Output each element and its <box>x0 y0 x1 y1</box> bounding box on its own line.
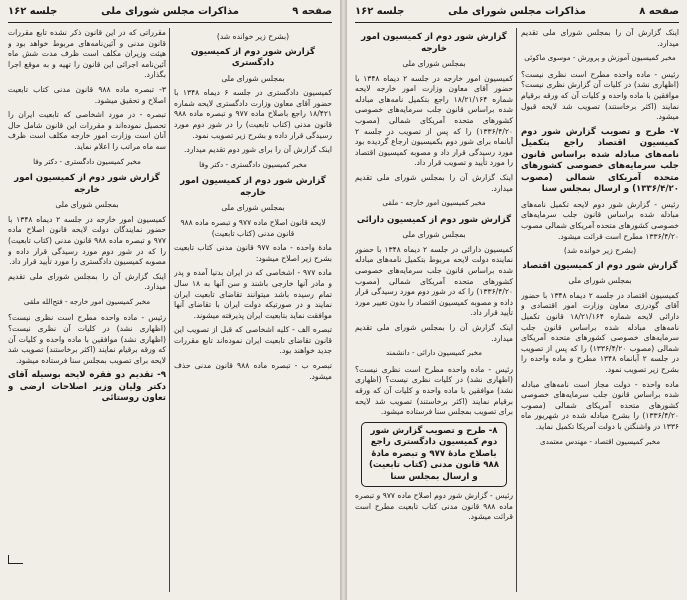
report-addressee: بمجلس شورای ملی <box>402 59 466 68</box>
report-addressee: بمجلس شورای ملی <box>221 73 285 83</box>
reading-note: (بشرح زیر خوانده شد) <box>216 32 290 41</box>
report-heading: گزارش شور دوم از کمیسیون امور خارجه <box>361 32 507 54</box>
report-addressee: بمجلس شورای ملی <box>568 276 632 286</box>
text-column-right <box>174 28 332 596</box>
paragraph: کمیسیون دارائی در جلسه ۲ دیماه ۱۳۴۸ با حضور نماینده دولت لایحه مربوط بتکمیل نامه‌های مبادله شده براساس قانون جلب سرمایه‌های خصوصی کشورهای متحده آمریکای شمالی (مصوب ۱۳۳۶/۴/۲۰) را که در شور دوم مورد رسیدگی قرار داده و مصوبه کمیسیون اقتصاد را بدون تغییر مورد تأیید قرار داد. <box>355 244 513 318</box>
paragraph: اینک گزارش آن را برای شور دوم تقدیم میدارد. <box>183 145 332 155</box>
page-number: صفحه ۹ <box>292 6 332 17</box>
signature: مخبر کمیسیون امور خارجه - فتح‌الله ملقی <box>23 296 151 306</box>
report-heading: گزارش شور دوم از کمیسیون امور خارجه <box>14 173 160 195</box>
text-column-right <box>521 28 679 596</box>
signature: مخبر کمیسیون دارائی - دانشمند <box>385 348 483 358</box>
paragraph: مادهٔ واحده - ماده ۹۷۷ قانون مدنی کتاب تابعیت بشرح زیر اصلاح میشود: <box>174 243 332 263</box>
crop-mark <box>8 555 23 564</box>
paragraph: رئیس - ماده واحده مطرح است نظری نیست؟ (اظهاری نشد) در کلیات آن گزارش نظری نیست؟ موافقین با ماده واحده و کلیات آن که ورقه برقیام نمایند (اکثر برخاستند) تصویب شد لایحه قبول میشود. <box>521 69 679 122</box>
paragraph: رئیس - ماده واحده مطرح است نظری نیست؟ (اظهاری نشد) در کلیات آن نظری نیست؟ (اظهاری نشد) موافقین با ماده واحده و کلیات آن که ورقه برقیام نمایند (اکثر برخاستند) تصویب شد لایحه برای تصویب بمجلس سنا فرستاده میشود. <box>8 313 166 365</box>
paragraph: ۳- تبصره ماده ۹۸۸ قانون مدنی کتاب تابعیت اصلاح و تحقیق میشود. <box>8 84 166 105</box>
paragraph: رئیس - گزارش شور دوم اصلاح ماده ۹۷۷ و تبصره ماده ۹۸۸ قانون مدنی کتاب تابعیت مطرح است قرائت میشود. <box>355 491 513 522</box>
page-number: صفحه ۸ <box>639 6 679 17</box>
report-addressee: بمجلس شورای ملی <box>221 203 285 213</box>
session-label: جلسه ۱۶۲ <box>8 6 58 17</box>
paragraph: کمیسیون اقتصاد در جلسه ۲ دیماه ۱۳۴۸ با حضور آقای گودرزی معاون وزارت امور اقتصادی و دارائی لایحه شماره ۱۸/۲۱/۱۶۴ قانون تکمیل نامه‌های مبادله شده براساس قانون جلب سرمایه‌های خصوصی کشورهای متحده آمریکای شمالی (مصوب ۱۳۳۶/۴/۲۰) را که پس از تصویب در جلسه ۲ آبانماه ۱۳۴۸ مطرح و ماده واحده را بشرح زیر تصویب نمود. <box>521 290 679 374</box>
section-heading: ۹- تقدیم دو فقره لایحه بوسیله آقای دکتر ولیان وزیر اصلاحات ارضی و تعاون روستائی <box>8 370 166 404</box>
reading-note: (بشرح زیر خوانده شد) <box>563 246 637 256</box>
paragraph: کمیسیون امور خارجه در جلسه ۲ دیماه ۱۳۴۸ با حضور آقای معاون وزارت امور خارجه لایحه شماره ۱۸/۲۱/۱۶۴ راجع بتکمیل نامه‌های مبادله شده براساس قانون جلب سرمایه‌های خصوصی کشورهای متحده آمریکای شمالی (مصوب ۱۳۳۶/۴/۲۰) را که پس از تصویب در جلسه ۲ آبانماه برای شور دوم بکمیسیون ارجاع گردیده بود مورد رسیدگی قرار داد و مصوبه کمیسیون اقتصاد را مورد تأیید و تصویب قرار داد. <box>355 73 513 168</box>
section-heading: ۷- طرح و تصویب گزارش شور دوم کمیسیون اقتصاد راجع بتکمیل نامه‌های مبادله شده براساس قانون جلب سرمایه‌های خصوصی کشورهای متحده آمریکای شمالی (مصوب ۱۳۳۶/۴/۲۰) و ارسال بمجلس سنا <box>521 126 679 195</box>
paragraph: کمیسیون دادگستری در جلسه ۶ دیماه ۱۳۴۸ با حضور آقای معاون وزارت دادگستری لایحه شماره ۱۸/۴۲۱ راجع باصلاح ماده ۹۷۷ و تبصره ماده ۹۸۸ قانون مدنی (کتاب تابعیت) را در شور دوم مورد رسیدگی قرار داده و بشرح زیر تصویب نمود. <box>174 88 332 140</box>
report-heading: گزارش شور دوم از کمیسیون دادگستری <box>190 46 316 69</box>
report-heading: گزارش شور دوم از کمیسیون دارائی <box>356 214 512 225</box>
report-heading: گزارش شور دوم از کمیسیون امور خارجه <box>180 176 326 198</box>
column-divider <box>516 28 517 592</box>
text-column-left <box>8 28 166 596</box>
right-page <box>347 0 687 600</box>
signature: مخبر کمیسیون امور خارجه - ملقی <box>382 198 486 208</box>
paragraph: رئیس - گزارش شور دوم لایحه تکمیل نامه‌های مبادله شده براساس قانون جلب سرمایه‌های خصوصی کشورهای متحده آمریکای شمالی مصوب ۱۳۳۶/۴/۲۰ مطرح است قرائت میشود. <box>521 199 679 241</box>
report-addressee: بمجلس شورای ملی <box>402 230 466 240</box>
paragraph: مقرراتی که در این قانون ذکر نشده تابع مقررات قانون مدنی و آئین‌نامه‌های مربوط خواهد بود و هیئت وزیران مکلف است ظرف مدت شش ماه آئین‌نامه اجرائی این قانون را تهیه و به موقع اجرا بگذارد. <box>8 28 166 80</box>
column-divider <box>169 28 170 592</box>
paragraph: تبصره الف - کلیه اشخاصی که قبل از تصویب این قانون تقاضای تابعیت ایران نموده‌اند تابع مقررات جدید خواهند بود. <box>174 325 332 356</box>
paragraph: کمیسیون امور خارجه در جلسه ۲ دیماه ۱۳۴۸ با حضور نمایندگان دولت لایحه قانون اصلاح ماده ۹۷۷ و تبصره ماده ۹۸۸ قانون مدنی (کتاب تابعیت) را که در شور دوم مورد رسیدگی قرار داده و مصوبه کمیسیون دادگستری را مورد تأیید قرار داد. <box>8 214 166 267</box>
publication-title: مذاکرات مجلس شورای ملی <box>448 6 586 17</box>
text-column-left <box>355 28 513 596</box>
paragraph: اینک گزارش آن را بمجلس شورای ملی تقدیم میدارد. <box>8 271 166 292</box>
session-label: جلسه ۱۶۲ <box>355 6 405 17</box>
paragraph: تبصره - در مورد اشخاصی که تابعیت ایران را تحصیل نموده‌اند و مقررات این قانون شامل حال آنان است وزارت امور خارجه مکلف است ظرف سه ماه مراتب را اعلام نماید. <box>8 110 166 151</box>
signature: مخبر کمیسیون دادگستری - دکتر وفا <box>199 159 307 169</box>
bill-title: لایحه قانون اصلاح ماده ۹۷۷ و تبصره ماده ۹۸۸ قانون مدنی (کتاب تابعیت) <box>180 217 326 238</box>
paragraph: اینک گزارش آن را بمجلس شورای ملی تقدیم میدارد. <box>355 322 513 343</box>
publication-title: مذاکرات مجلس شورای ملی <box>101 6 239 17</box>
book-gutter <box>340 0 347 600</box>
paragraph: اینک گزارش آن را بمجلس شورای ملی تقدیم میدارد. <box>355 172 513 193</box>
paragraph: اینک گزارش آن را بمجلس شورای ملی تقدیم میدارد. <box>521 28 679 48</box>
paragraph: ماده واحده - دولت مجاز است نامه‌های مبادله شده براساس قانون جلب سرمایه‌های خصوصی کشورهای متحده آمریکای شمالی (مصوب ۱۳۳۶/۴/۲۰) را بشرح مبادله شده در شهریور ماه ۱۳۳۶ در واشنگتن با دولت آمریکا تکمیل نماید. <box>521 379 679 431</box>
report-heading: گزارش شور دوم از کمیسیون اقتصاد <box>522 260 678 271</box>
paragraph: ماده ۹۷۷ - اشخاصی که در ایران بدنیا آمده و پدر و مادر آنها خارجی باشند و سن آنها به ۱۸ سال تمام رسیده باشد میتوانند تقاضای تابعیت ایران نمایند و در صورتیکه دولت ایران با تقاضای آنها موافقت نماید بتابعیت ایران پذیرفته میشوند. <box>174 268 332 320</box>
boxed-section-heading: ۸- طرح و تصویب گزارش شور دوم کمیسیون دادگستری راجع باصلاح مادهٔ ۹۷۷ و تبصره مادهٔ ۹۸۸ قانون مدنی (کتاب تابعیت) و ارسال بمجلس سنا <box>361 422 507 488</box>
page-header <box>8 6 332 23</box>
signature: مخبر کمیسیون آموزش و پرورش - موسوی ماکوئی <box>524 53 676 63</box>
report-addressee: بمجلس شورای ملی <box>55 200 119 210</box>
paragraph: تبصره ب - تبصره ماده ۹۸۸ قانون مدنی حذف میشود. <box>174 361 332 381</box>
signature: مخبر کمیسیون دادگستری - دکتر وفا <box>33 156 141 166</box>
signature: مخبر کمیسیون اقتصاد - مهندس معتمدی <box>539 436 661 446</box>
page-header <box>355 6 679 23</box>
paragraph: رئیس - ماده واحده مطرح است نظری نیست؟ (اظهاری نشد) در کلیات نظری نیست؟ (اظهاری نشد) موافقین با ماده واحده و کلیات آن که ورقه برقیام نمایند (اکثر برخاستند) تصویب شد لایحه برای تصویب بمجلس سنا فرستاده میشود. <box>355 364 513 417</box>
left-page <box>0 0 340 600</box>
